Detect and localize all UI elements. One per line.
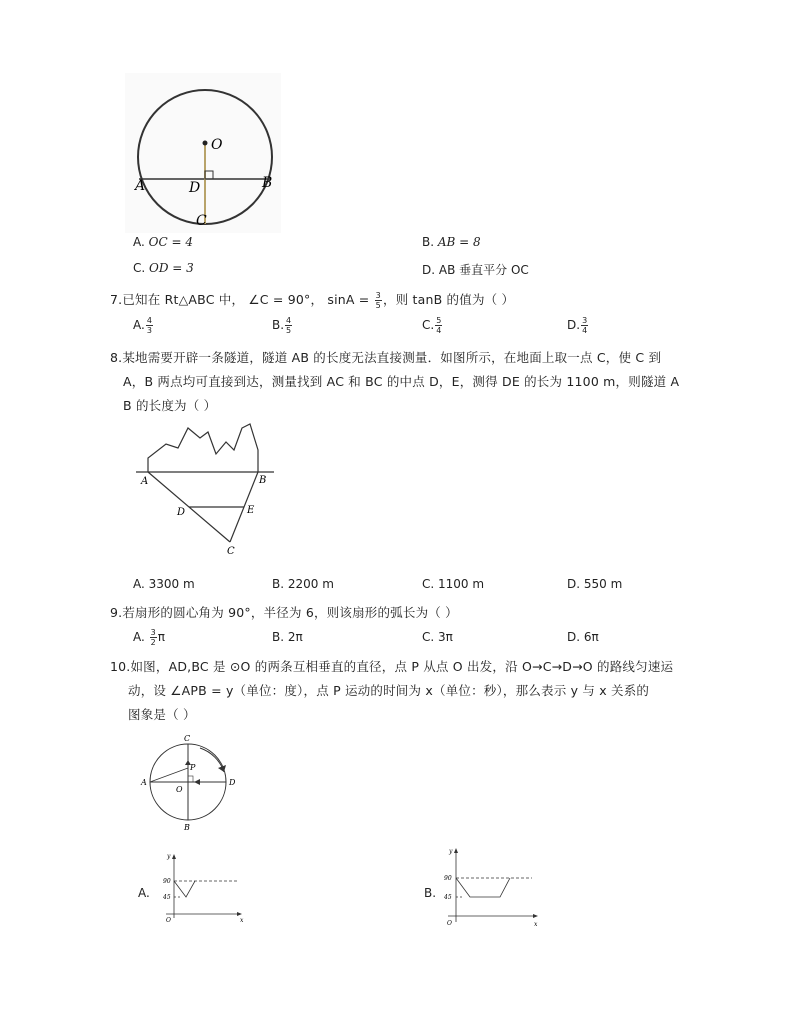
q6-option-c: C. OD = 3 (133, 261, 194, 275)
q8-option-b: B. 2200 m (272, 577, 334, 591)
q10-graph-b-x-label: x (534, 921, 538, 928)
q7-option-d: D. $\frac{3}{4}$ (567, 316, 588, 335)
q8-label-a: A (141, 476, 149, 487)
q10-right-angle-mark (188, 776, 193, 782)
q10-label-p: P (190, 763, 196, 772)
q6-label-b: B (262, 175, 273, 191)
q10-graph-b-curve (456, 878, 510, 897)
q8-stem-line-3: B 的长度为（ ） (123, 398, 217, 413)
q6-label-d: D (189, 180, 201, 196)
q8-mountain (148, 424, 258, 472)
q10-graph-a-origin: O (166, 917, 171, 924)
q10-segment-ap (150, 768, 188, 782)
q6-option-d: D. AB 垂直平分 OC (422, 263, 529, 277)
q9-option-a: A. $\frac{3}{2}$ π (133, 628, 165, 647)
q10-circle-figure (138, 732, 248, 832)
q10-graph-b (440, 846, 560, 928)
q7-option-b: B. $\frac{4}{5}$ (272, 316, 292, 335)
q8-option-c: C. 1100 m (422, 577, 485, 591)
q10-label-a: A (141, 778, 147, 787)
q8-stem-line-1: 8.某地需要开辟一条隧道，隧道 AB 的长度无法直接测量．如图所示，在地面上取一点 C，使 C 到 (110, 350, 662, 365)
q10-stem-line-3: 图象是（ ） (128, 707, 196, 722)
q10-graph-a-tick-90: 90 (163, 878, 171, 885)
q8-tunnel-figure (130, 420, 280, 560)
q10-stem-line-1: 10.如图，AD,BC 是 ⊙O 的两条互相垂直的直径，点 P 从点 O 出发，沿 O→C→D→O 的路线匀速运 (110, 659, 674, 674)
q6-label-c: C (196, 213, 207, 229)
q6-option-b: B. AB = 8 (422, 235, 481, 249)
q10-graph-a-tick-45-label: 45 (163, 894, 171, 901)
q8-stem-line-2: A，B 两点均可直接到达，测量找到 AC 和 BC 的中点 D，E，测得 DE 的长为 1100 m，则隧道 A (123, 374, 680, 389)
q10-graph-a-curve (174, 881, 195, 897)
q7-stem: 7.已知在 Rt△ABC 中， ∠C = 90°， sinA = $\frac{3}{5}$ ，则 tanB 的值为（ ） (110, 291, 515, 310)
q6-center-dot (203, 141, 208, 146)
q10-stem-line-2: 动，设 ∠APB = y（单位：度），点 P 运动的时间为 x（单位：秒），那么表示 y 与 x 关系的 (128, 683, 650, 698)
q8-option-a: A. 3300 m (133, 577, 195, 591)
q10-graph-b-letter: B. (424, 886, 437, 900)
q10-label-c: C (184, 734, 191, 743)
q10-graph-b-tick-90: 90 (444, 875, 452, 882)
q7-option-a: A. $\frac{4}{3}$ (133, 316, 152, 335)
q8-label-e: E (247, 505, 255, 516)
q8-label-c: C (227, 546, 235, 557)
q6-circle-figure (125, 73, 281, 233)
q10-graph-b-origin: O (447, 920, 452, 927)
q8-label-b: B (259, 475, 267, 486)
q10-graph-b-tick-45-label: 45 (444, 894, 452, 901)
q10-label-o: O (176, 785, 183, 794)
q7-sin-fraction: $\frac{3}{5}$ (375, 291, 381, 310)
q10-arrowhead-od (194, 779, 200, 785)
q10-graph-a-x-label: x (240, 917, 244, 924)
q10-label-b: B (184, 823, 190, 832)
q9-stem: 9.若扇形的圆心角为 90°，半径为 6，则该扇形的弧长为（ ） (110, 605, 458, 620)
q6-option-a: A. OC = 4 (133, 235, 193, 249)
q6-label-o: O (211, 137, 223, 153)
q9-option-b: B. 2π (272, 630, 303, 644)
q10-graph-a-y-label: y (167, 853, 171, 860)
q10-graph-a (160, 852, 270, 928)
q8-option-d: D. 550 m (567, 577, 623, 591)
q10-graph-b-y-label: y (449, 848, 453, 855)
q8-label-d: D (177, 507, 186, 518)
q7-option-c: C. $\frac{5}{4}$ (422, 316, 442, 335)
q10-label-d: D (229, 778, 236, 787)
q6-label-a: A (135, 178, 146, 194)
q10-graph-a-letter: A. (138, 886, 150, 900)
q9-option-c: C. 3π (422, 630, 453, 644)
q9-option-d: D. 6π (567, 630, 599, 644)
